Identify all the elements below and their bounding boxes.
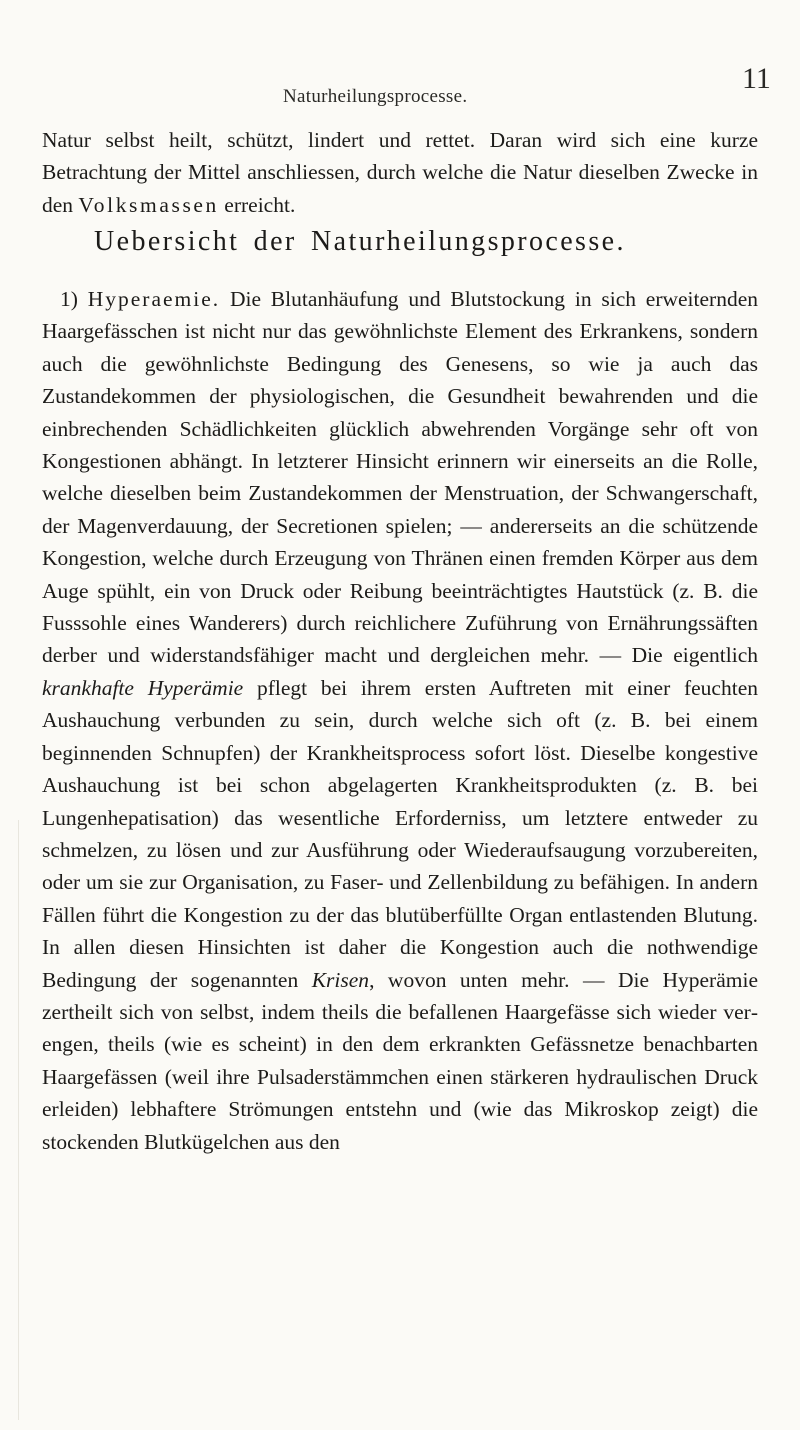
italic-term-hyperaemie: krankhafte Hyperämie <box>42 675 244 700</box>
intro-paragraph <box>42 124 758 221</box>
section-text-1: Die Blutanhäufung und Blutstockung in sich erweiternden Haargefässchen ist nicht nur das gewöhnlichste Element des Erkrankens, sondern auch die gewöhnlichste Bedingung des Genesens, so wie ja auch das Zustandekommen der physiologischen, die Gesundheit bewahrenden und die einbrechenden Schädlichkeiten glücklich abwehrenden Vorgänge sehr oft von Kongestionen abhängt. In letzterer Hinsicht erinnern wir einerseits an die Rolle, welche dieselben beim Zustandekommen der Menstruation, der Schwangerschaft, der Magenverdauung, der Secretionen spielen; — andererseits an die schützende Kongestion, welche durch Erzeugung von Thränen einen fremden Körper aus dem Auge spühlt, ein von Druck oder Reibung beeinträchtigtes Hautstück (z. B. die Fusssohle eines Wanderers) durch reichlichere Zuführung von Ernährungssäften derber und widerstandsfähiger macht und dergleichen mehr. — Die eigentlich <box>42 287 758 668</box>
item-number: 1) <box>60 287 78 311</box>
intro-text-2: erreicht. <box>218 192 296 217</box>
section-text-3: , wovon unten mehr. — Die Hyperämie zertheilt sich von selbst, indem theils die befallenen Haargefässe sich wieder verengen, theils (wie es scheint) in den dem erkrankten Gefässnetze benachbarten Haargefässen (weil ihre Pulsaderstämmchen einen stärkeren hydraulischen Druck erleiden) lebhaftere Strömungen entstehn und (wie das Mikroskop zeigt) die stockenden Blutkügelchen aus den <box>42 967 759 1154</box>
section-text-2: pflegt bei ihrem ersten Auftreten mit einer feuchten Aushauchung verbunden zu sein, durch welche sich oft (z. B. bei einem beginnenden Schnupfen) der Krankheitsprocess sofort löst. Dieselbe kongestive Aushauchung ist bei schon abgelagerten Krankheitsprodukten (z. B. bei Lungenhepatisation) das wesentliche Erforderniss, um letztere entweder zu schmelzen, zu lösen und zur Ausführung oder Wiederaufsaugung vorzubereiten, oder um sie zur Organisation, zu Faser- und Zellenbildung zu befähigen. In andern Fällen führt die Kongestion zu der das blutüberfüllte Organ entlastenden Blutung. In allen diesen Hinsichten ist daher die Kongestion auch die nothwendige Bedingung der sogenannten <box>42 675 758 992</box>
running-head: Naturheilungsprocesse. <box>283 86 468 107</box>
page-number: 11 <box>742 62 771 95</box>
section-paragraph <box>42 283 758 1158</box>
intro-text-1: Natur selbst heilt, schützt, lindert und rettet. Daran wird sich eine kurze Betrachtung der Mittel anschliessen, durch welche die Natur dieselben Zwecke in den <box>42 128 758 217</box>
left-margin-shadow <box>18 820 19 1420</box>
italic-term-krisen: Krisen <box>311 967 370 992</box>
intro-spaced-word: Volksmassen <box>78 192 219 217</box>
section-title: Uebersicht der Naturheilungsprocesse. <box>94 226 626 257</box>
item-term: Hyperaemie. <box>87 287 221 311</box>
